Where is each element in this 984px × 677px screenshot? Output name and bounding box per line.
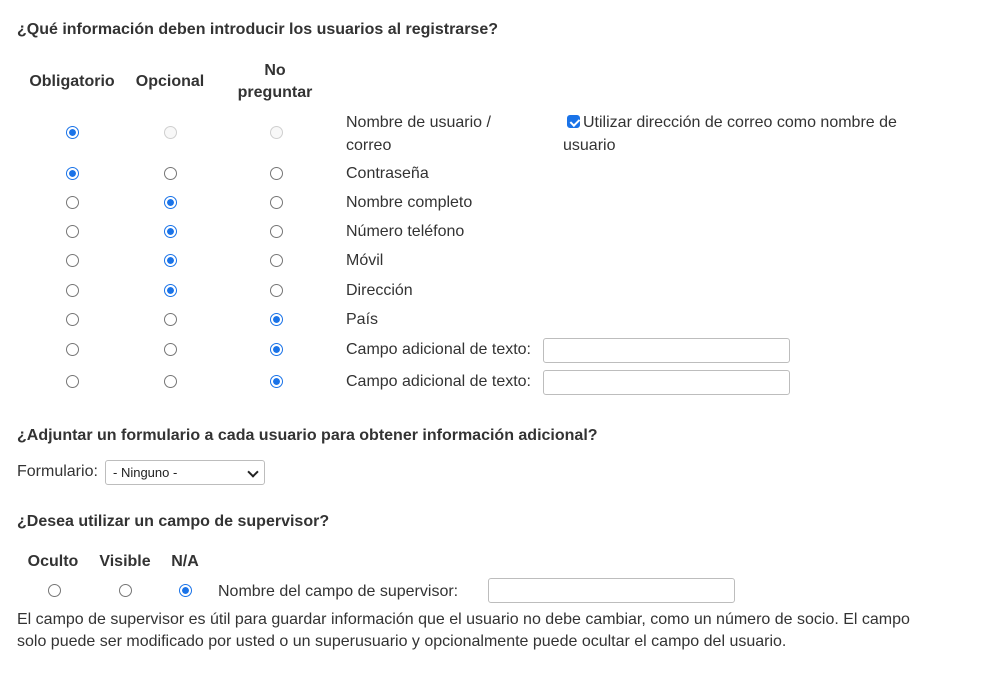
supervisor-field-label: Nombre del campo de supervisor: bbox=[218, 583, 459, 600]
col-header-optional: Opcional bbox=[135, 73, 205, 90]
supervisor-heading: ¿Desea utilizar un campo de supervisor? bbox=[17, 513, 330, 530]
form-select[interactable] bbox=[105, 460, 265, 485]
field-extra1-label: Campo adicional de texto: bbox=[346, 341, 531, 358]
supervisor-hidden-radio[interactable] bbox=[48, 584, 61, 597]
field-fullname-dont-ask-radio[interactable] bbox=[270, 196, 283, 209]
use-email-label-line2: usuario bbox=[563, 137, 616, 154]
field-password-label: Contraseña bbox=[346, 165, 429, 182]
registration-heading: ¿Qué información deben introducir los usuarios al registrarse? bbox=[17, 21, 498, 38]
field-country-optional-radio[interactable] bbox=[164, 313, 177, 326]
supervisor-na-radio[interactable] bbox=[179, 584, 192, 597]
field-username-label bbox=[346, 111, 491, 157]
field-phone-optional-radio[interactable] bbox=[164, 225, 177, 238]
supervisor-field-input[interactable] bbox=[488, 578, 735, 603]
field-country-dont-ask-radio[interactable] bbox=[270, 313, 283, 326]
field-country-required-radio[interactable] bbox=[66, 313, 79, 326]
field-username-label-line1: Nombre de usuario / bbox=[346, 114, 491, 131]
field-phone-label: Número teléfono bbox=[346, 223, 465, 240]
field-mobile-dont-ask-radio[interactable] bbox=[270, 254, 283, 267]
field-fullname-required-radio[interactable] bbox=[66, 196, 79, 209]
supervisor-col-na: N/A bbox=[171, 553, 199, 570]
field-username-dont-ask-radio[interactable] bbox=[270, 126, 283, 139]
field-extra1-dont-ask-radio[interactable] bbox=[270, 343, 283, 356]
col-header-dont-ask-line1: No bbox=[264, 62, 286, 79]
supervisor-description-line1: El campo de supervisor es útil para guardar información que el usuario no debe cambiar, como un número de socio. El campo bbox=[17, 611, 910, 628]
field-extra2-input[interactable] bbox=[543, 370, 790, 395]
field-password-optional-radio[interactable] bbox=[164, 167, 177, 180]
col-header-required: Obligatorio bbox=[29, 73, 115, 90]
field-username-optional-radio[interactable] bbox=[164, 126, 177, 139]
col-header-dont-ask bbox=[230, 60, 320, 104]
supervisor-description-line2: solo puede ser modificado por usted o un superusuario y opcionalmente puede ocultar el campo del usuario. bbox=[17, 633, 787, 650]
chevron-down-icon bbox=[247, 466, 258, 477]
field-phone-required-radio[interactable] bbox=[66, 225, 79, 238]
field-address-label: Dirección bbox=[346, 282, 413, 299]
supervisor-col-visible: Visible bbox=[99, 553, 151, 570]
field-extra1-input[interactable] bbox=[543, 338, 790, 363]
field-extra2-optional-radio[interactable] bbox=[164, 375, 177, 388]
use-email-label-line1: Utilizar dirección de correo como nombre de bbox=[583, 114, 897, 131]
field-username-required-radio[interactable] bbox=[66, 126, 79, 139]
field-extra1-required-radio[interactable] bbox=[66, 343, 79, 356]
form-section-heading: ¿Adjuntar un formulario a cada usuario para obtener información adicional? bbox=[17, 427, 598, 444]
supervisor-col-hidden: Oculto bbox=[27, 553, 79, 570]
field-extra1-optional-radio[interactable] bbox=[164, 343, 177, 356]
form-label: Formulario: bbox=[17, 463, 98, 480]
field-country-label: País bbox=[346, 311, 379, 328]
field-address-optional-radio[interactable] bbox=[164, 284, 177, 297]
field-extra2-dont-ask-radio[interactable] bbox=[270, 375, 283, 388]
field-fullname-label: Nombre completo bbox=[346, 194, 473, 211]
field-password-required-radio[interactable] bbox=[66, 167, 79, 180]
field-password-dont-ask-radio[interactable] bbox=[270, 167, 283, 180]
col-header-dont-ask-line2: preguntar bbox=[237, 84, 313, 101]
field-phone-dont-ask-radio[interactable] bbox=[270, 225, 283, 238]
use-email-checkbox-label[interactable] bbox=[563, 111, 897, 157]
field-mobile-label: Móvil bbox=[346, 252, 384, 269]
field-mobile-required-radio[interactable] bbox=[66, 254, 79, 267]
supervisor-description bbox=[17, 609, 977, 653]
field-extra2-required-radio[interactable] bbox=[66, 375, 79, 388]
field-extra2-label: Campo adicional de texto: bbox=[346, 373, 531, 390]
supervisor-visible-radio[interactable] bbox=[119, 584, 132, 597]
field-address-dont-ask-radio[interactable] bbox=[270, 284, 283, 297]
field-fullname-optional-radio[interactable] bbox=[164, 196, 177, 209]
form-select-value: - Ninguno - bbox=[113, 465, 178, 480]
field-username-label-line2: correo bbox=[346, 137, 392, 154]
field-address-required-radio[interactable] bbox=[66, 284, 79, 297]
field-mobile-optional-radio[interactable] bbox=[164, 254, 177, 267]
